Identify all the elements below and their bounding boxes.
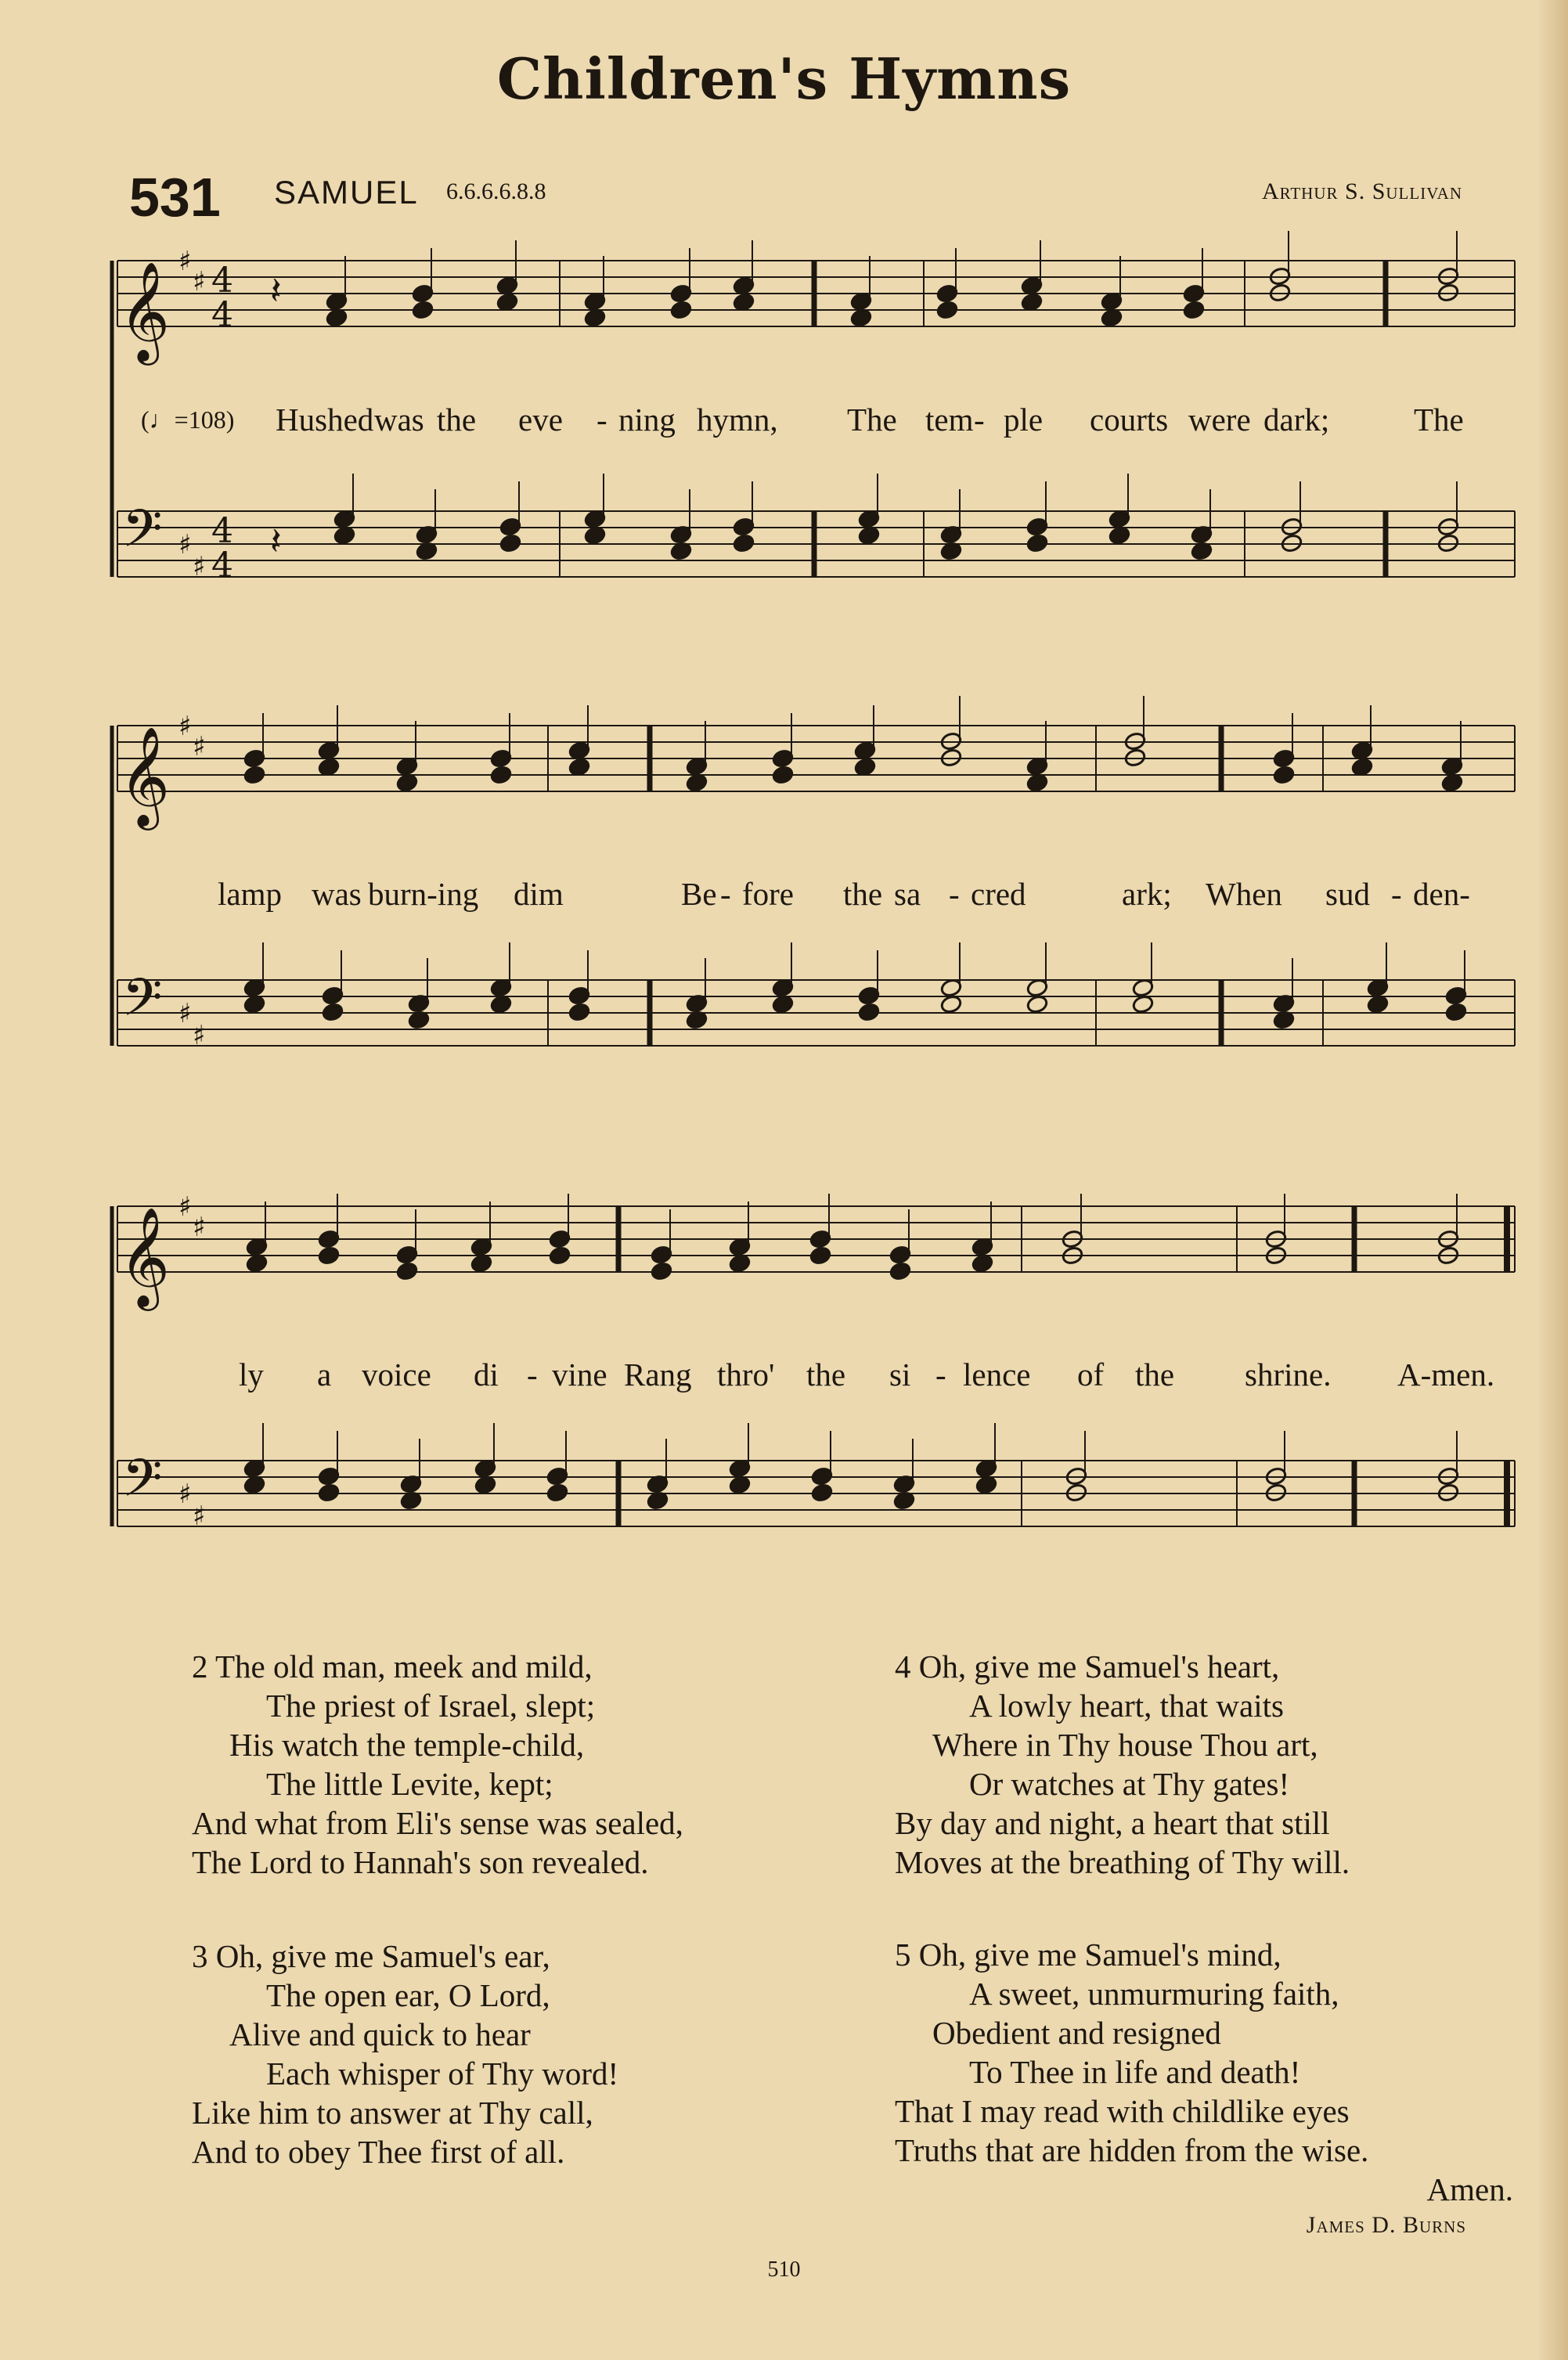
verse-line [192, 1764, 683, 1803]
notehead [568, 1002, 591, 1021]
notehead [1026, 533, 1049, 553]
lyric-syllable: the [843, 876, 883, 912]
key-signature-sharp-icon: ♯ [178, 998, 192, 1029]
treble-clef-icon: 𝄞 [119, 726, 171, 826]
verse-line [192, 1686, 683, 1725]
key-signature-sharp-icon: ♯ [178, 529, 192, 560]
notehead [1351, 757, 1374, 776]
verse-text: The Lord to Hannah's son revealed. [192, 1844, 649, 1880]
notehead [889, 1261, 912, 1281]
verse-line [895, 1974, 1513, 2013]
lyric-syllable: Rang [624, 1357, 692, 1393]
lyric-syllable: tem [925, 402, 974, 438]
verse-number: 4 [895, 1648, 919, 1684]
verse-amen: Amen. [1426, 2171, 1513, 2207]
notehead [568, 757, 591, 776]
verse-2 [192, 1647, 683, 1882]
treble-clef-icon: 𝄞 [119, 1206, 171, 1306]
lyric-syllable: of [1077, 1357, 1105, 1393]
lyric-syllable: Be [681, 876, 717, 912]
notehead [470, 1253, 493, 1273]
lyric-syllable: lence [963, 1357, 1031, 1393]
lyric-syllable: - [720, 876, 731, 912]
notehead [670, 300, 693, 319]
key-signature-sharp-icon: ♯ [193, 1501, 206, 1532]
verse-5 [895, 1935, 1513, 2209]
lyric-syllable: was [312, 876, 362, 912]
verse-line [895, 1803, 1350, 1843]
notehead [1132, 994, 1155, 1014]
treble-clef-icon: 𝄞 [119, 261, 171, 361]
lyric-syllable: ple [1004, 402, 1044, 438]
time-signature-numerator: 4 [211, 511, 233, 551]
notehead [318, 1245, 341, 1265]
page-number: 510 [767, 2257, 801, 2282]
notehead [412, 300, 434, 319]
verse-text: Where in Thy house Thou art, [932, 1727, 1318, 1763]
lyric-syllable: was [374, 402, 424, 438]
tune-name: SAMUEL [274, 174, 419, 211]
lyric-syllable: di [474, 1357, 499, 1393]
lyric-syllable: - [1391, 876, 1402, 912]
lyric-syllable: the [437, 402, 477, 438]
author: James D. Burns [1306, 2212, 1466, 2238]
lyric-syllable: sa [894, 876, 921, 912]
verse-text: The priest of Israel, slept; [266, 1688, 596, 1724]
notehead [1101, 308, 1123, 327]
lyric-syllable: - [597, 402, 607, 438]
notehead [584, 525, 607, 545]
notehead [318, 1483, 341, 1502]
notehead [858, 1002, 881, 1021]
verse-text: The little Levite, kept; [266, 1766, 553, 1802]
verse-line [895, 1935, 1513, 1974]
lyric-syllable: The [847, 402, 897, 438]
verse-number: 3 [192, 1938, 216, 1974]
notehead [322, 1002, 344, 1021]
key-signature-sharp-icon: ♯ [178, 246, 192, 277]
notehead [733, 292, 755, 312]
lyric-syllable: a [317, 1357, 332, 1393]
lyric-syllable: - [974, 402, 985, 438]
lyric-syllable: the [1135, 1357, 1175, 1393]
key-signature-sharp-icon: ♯ [178, 711, 192, 742]
lyric-syllable: dark; [1263, 402, 1330, 438]
verse-line [895, 2013, 1513, 2052]
verse-text: Oh, give me Samuel's ear, [215, 1938, 550, 1974]
notehead [1026, 773, 1049, 792]
lyric-syllable: shrine. [1245, 1357, 1332, 1393]
time-signature-denominator: 4 [211, 295, 233, 335]
notehead [811, 1483, 834, 1502]
verse-text: The old man, meek and mild, [215, 1648, 593, 1684]
verse-line [192, 2054, 618, 2093]
meter: 6.6.6.6.8.8 [446, 178, 546, 204]
key-signature-sharp-icon: ♯ [193, 731, 206, 762]
verse-text: And what from Eli's sense was sealed, [192, 1805, 683, 1841]
key-signature-sharp-icon: ♯ [193, 1212, 206, 1243]
notehead [1183, 300, 1206, 319]
lyric-syllable: A-men. [1397, 1357, 1495, 1393]
lyric-syllable: courts [1090, 402, 1169, 438]
verse-number: 5 [895, 1937, 919, 1973]
bass-clef-icon: 𝄢 [122, 499, 163, 571]
notehead [326, 308, 348, 327]
lyric-syllable: The [1414, 402, 1464, 438]
verse-text: Oh, give me Samuel's mind, [918, 1937, 1281, 1973]
notehead [772, 765, 795, 784]
lyric-syllable: voice [362, 1357, 431, 1393]
notehead [809, 1245, 832, 1265]
notehead [975, 1475, 998, 1494]
notehead [971, 1253, 994, 1273]
lyric-syllable: ark; [1122, 876, 1172, 912]
lyric-syllable: burn-ing [368, 876, 479, 912]
verse-text: Oh, give me Samuel's heart, [918, 1648, 1280, 1684]
lyrics-line-3 [0, 1356, 1568, 1395]
lyric-syllable: si [889, 1357, 911, 1393]
notehead [549, 1245, 571, 1265]
lyric-syllable: den- [1413, 876, 1470, 912]
verse-text: His watch the temple-child, [229, 1727, 585, 1763]
verse-text: A lowly heart, that waits [969, 1688, 1284, 1724]
verse-line [192, 1937, 618, 1976]
notehead [729, 1475, 752, 1494]
notehead [490, 994, 513, 1014]
lyric-syllable: sud [1325, 876, 1370, 912]
verse-line [192, 1647, 683, 1686]
verse-text: Alive and quick to hear [229, 2016, 531, 2052]
verse-line [192, 2015, 618, 2054]
lyric-syllable: eve [518, 402, 563, 438]
lyric-syllable: Hushed [276, 402, 374, 438]
lyric-syllable: hymn, [697, 402, 778, 438]
notehead [243, 765, 266, 784]
notehead [729, 1253, 752, 1273]
notehead [396, 773, 419, 792]
notehead [858, 525, 881, 545]
verse-text: Like him to answer at Thy call, [192, 2095, 593, 2131]
lyric-syllable: the [806, 1357, 846, 1393]
verse-line [192, 1803, 683, 1843]
notehead [546, 1483, 569, 1502]
verse-line [192, 2093, 618, 2132]
verse-line [895, 1647, 1350, 1686]
verse-text: Or watches at Thy gates! [969, 1766, 1290, 1802]
section-title: Children's Hymns [496, 45, 1072, 112]
notehead [1021, 292, 1044, 312]
notehead [333, 525, 356, 545]
key-signature-sharp-icon: ♯ [193, 551, 206, 582]
time-signature-denominator: 4 [211, 546, 233, 585]
notehead [243, 994, 266, 1014]
verse-line [895, 1843, 1350, 1882]
verse-text: Each whisper of Thy word! [266, 2056, 619, 2092]
notehead [651, 1261, 673, 1281]
lyric-syllable: ly [239, 1357, 264, 1393]
lyric-syllable: ning [618, 402, 676, 438]
lyric-syllable: - [949, 876, 960, 912]
verse-line [895, 2052, 1513, 2092]
notehead [772, 994, 795, 1014]
verse-text: That I may read with childlike eyes [895, 2093, 1350, 2129]
lyric-syllable: vine [552, 1357, 607, 1393]
notehead [243, 1475, 266, 1494]
verse-text: And to obey Thee first of all. [192, 2134, 565, 2170]
notehead [733, 533, 755, 553]
lyric-syllable: were [1188, 402, 1251, 438]
verse-3 [192, 1937, 618, 2171]
time-signature-numerator: 4 [211, 261, 233, 301]
bass-clef-icon: 𝄢 [122, 1448, 163, 1521]
verse-text: The open ear, O Lord, [266, 1977, 550, 2013]
quarter-rest-icon: 𝄽 [270, 269, 282, 313]
lyric-syllable: cred [971, 876, 1026, 912]
key-signature-sharp-icon: ♯ [178, 1479, 192, 1510]
notehead [318, 757, 341, 776]
verse-line [895, 2092, 1513, 2131]
notehead [246, 1253, 269, 1273]
notehead [1026, 994, 1049, 1014]
lyrics-line-1 [0, 401, 1568, 440]
notehead [396, 1261, 419, 1281]
verse-text: Truths that are hidden from the wise. [895, 2132, 1369, 2168]
key-signature-sharp-icon: ♯ [193, 1020, 206, 1051]
verse-text: Obedient and resigned [932, 2015, 1221, 2051]
verse-line [192, 1976, 618, 2015]
bass-clef-icon: 𝄢 [122, 967, 163, 1040]
key-signature-sharp-icon: ♯ [193, 266, 206, 297]
lyric-syllable: dim [514, 876, 564, 912]
notehead [1445, 1002, 1468, 1021]
verse-text: To Thee in life and death! [969, 2054, 1301, 2090]
verse-line [192, 1843, 683, 1882]
hymn-number: 531 [129, 167, 221, 228]
notehead [850, 308, 873, 327]
notehead [936, 300, 959, 319]
notehead [940, 994, 963, 1014]
lyric-syllable: - [527, 1357, 538, 1393]
notehead [854, 757, 877, 776]
lyric-syllable: lamp [218, 876, 282, 912]
notehead [584, 308, 607, 327]
verse-line [192, 1725, 683, 1764]
notehead [474, 1475, 497, 1494]
verse-4 [895, 1647, 1350, 1882]
verse-line [895, 1725, 1350, 1764]
notehead [1273, 765, 1296, 784]
verse-line [192, 2132, 618, 2171]
verse-number: 2 [192, 1648, 216, 1684]
lyric-syllable: - [935, 1357, 946, 1393]
verse-line [895, 1686, 1350, 1725]
notehead [490, 765, 513, 784]
notehead [686, 773, 708, 792]
composer: Arthur S. Sullivan [1261, 178, 1462, 204]
notehead [1441, 773, 1464, 792]
quarter-rest-icon: 𝄽 [270, 520, 282, 564]
verse-text: Moves at the breathing of Thy will. [895, 1844, 1350, 1880]
verse-text: A sweet, unmurmuring faith, [969, 1976, 1339, 2012]
notehead [1108, 525, 1131, 545]
notehead [496, 292, 519, 312]
notehead [1367, 994, 1390, 1014]
lyric-syllable: When [1206, 876, 1282, 912]
tempo-marking: (♩=108) [141, 405, 235, 434]
lyrics-line-2 [0, 875, 1568, 914]
lyric-syllable: thro' [717, 1357, 775, 1393]
verse-text: By day and night, a heart that still [895, 1805, 1330, 1841]
lyric-syllable: fore [742, 876, 795, 912]
key-signature-sharp-icon: ♯ [178, 1191, 192, 1223]
verse-line [895, 2131, 1513, 2170]
verse-line [895, 1764, 1350, 1803]
notehead [499, 533, 522, 553]
